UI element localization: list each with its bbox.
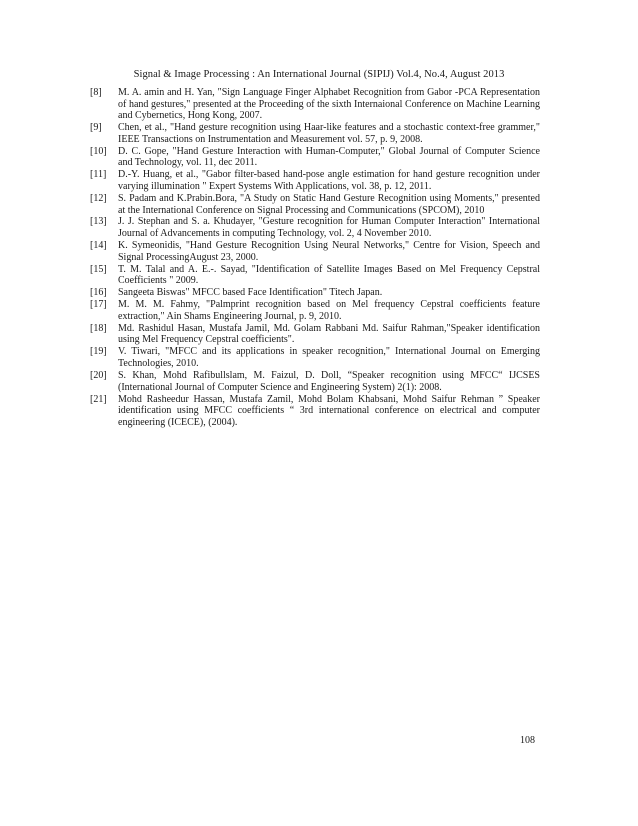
reference-item	[90, 146, 540, 169]
reference-number: [13]	[90, 216, 107, 228]
reference-item	[90, 240, 540, 263]
reference-list	[90, 87, 540, 429]
reference-item	[90, 287, 540, 299]
reference-number: [8]	[90, 87, 102, 98]
reference-text: M. M. M. Fahmy, "Palmprint recognition based on Mel frequency Cepstral coefficients feature extraction," Ain Shams Engineering Journal, p. 9, 2010.	[118, 299, 540, 322]
reference-number: [18]	[90, 322, 107, 334]
reference-text: V. Tiwari, "MFCC and its applications in speaker recognition," International Journal on Emerging Technologies, 2010.	[118, 346, 540, 369]
reference-number: [9]	[90, 122, 102, 134]
reference-number: [19]	[90, 346, 107, 358]
reference-number: [20]	[90, 369, 107, 381]
reference-item	[90, 299, 540, 322]
reference-text: Sangeeta Biswas" MFCC based Face Identification" Titech Japan.	[118, 287, 383, 299]
reference-text: Mohd Rasheedur Hassan, Mustafa Zamil, Mohd Bolam Khabsani, Mohd Saifur Rehman ” Speaker identification using MFCC coefficients “ 3rd international conference on electrical and computer engineering (ICECE), (2004).	[118, 393, 540, 428]
reference-number: [14]	[90, 240, 107, 252]
reference-text: T. M. Talal and A. E.-. Sayad, "Identification of Satellite Images Based on Mel Frequency Cepstral Coefficients " 2009.	[118, 263, 540, 287]
reference-item	[90, 323, 540, 346]
reference-text: S. Padam and K.Prabin.Bora, "A Study on Static Hand Gesture Recognition using Moments," presented at the International Conference on Signal Processing and Communications (SPCOM), 2010	[118, 192, 540, 216]
reference-item	[90, 370, 540, 393]
reference-number: [12]	[90, 192, 107, 204]
reference-number: [15]	[90, 263, 107, 275]
reference-text: J. J. Stephan and S. a. Khudayer, "Gesture recognition for Human Computer Interaction" International Journal of Advancements in computing Technology, vol. 2, 4 November 2010.	[118, 216, 540, 240]
reference-item	[90, 394, 540, 429]
running-header: Signal & Image Processing : An International Journal (SIPIJ) Vol.4, No.4, August 2013	[133, 69, 505, 80]
reference-number: [16]	[90, 287, 107, 299]
reference-item	[90, 193, 540, 216]
reference-text: Md. Rashidul Hasan, Mustafa Jamil, Md. Golam Rabbani Md. Saifur Rahman,"Speaker identification using Mel Frequency Cepstral coefficients".	[118, 322, 540, 346]
reference-number: [10]	[90, 145, 107, 157]
reference-item	[90, 122, 540, 145]
reference-text: Chen, et al., "Hand gesture recognition using Haar-like features and a stochastic context-free grammer," IEEE Transactions on Instrumentation and Measurement vol. 57, p. 9, 2008.	[118, 122, 540, 145]
reference-number: [17]	[90, 299, 107, 311]
reference-text: D.-Y. Huang, et al., "Gabor filter-based hand-pose angle estimation for hand gesture recognition under varying illumination " Expert Systems With Applications, vol. 38, p. 12, 2011.	[118, 169, 540, 192]
reference-item	[90, 87, 540, 122]
reference-text: M. A. amin and H. Yan, "Sign Language Finger Alphabet Recognition from Gabor -PCA Representation of hand gestures," presented at the Proceeding of the sixth Internaional Conference on Machine Learning and Cybernetics, Hong Kong, 2007.	[118, 87, 540, 122]
reference-item	[90, 264, 540, 287]
reference-item	[90, 346, 540, 369]
reference-item	[90, 169, 540, 192]
page-number: 108	[520, 735, 535, 746]
reference-number: [11]	[90, 169, 107, 181]
reference-text: K. Symeonidis, "Hand Gesture Recognition Using Neural Networks," Centre for Vision, Speech and Signal ProcessingAugust 23, 2000.	[118, 240, 540, 263]
reference-text: S. Khan, Mohd Rafibullslam, M. Faizul, D. Doll, “Speaker recognition using MFCC“ IJCSES (International Journal of Computer Science and Engineering System) 2(1): 2008.	[118, 369, 540, 393]
reference-text: D. C. Gope, "Hand Gesture Interaction with Human-Computer," Global Journal of Computer Science and Technology, vol. 11, dec 2011.	[118, 145, 540, 169]
reference-number: [21]	[90, 393, 107, 405]
reference-item	[90, 216, 540, 239]
